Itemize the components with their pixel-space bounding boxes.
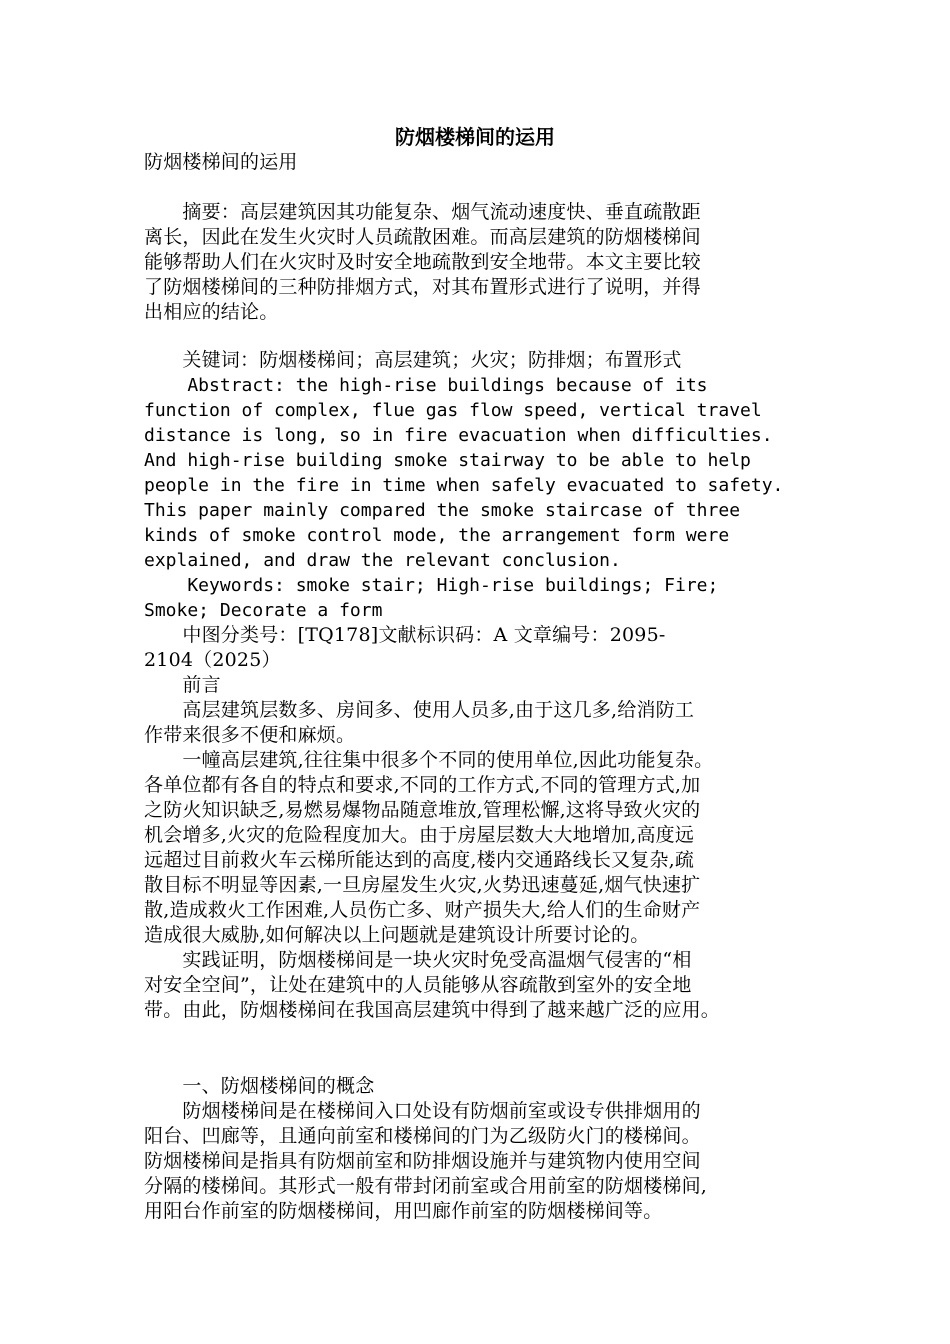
paragraph-line: 防烟楼梯间是在楼梯间入口处设有防烟前室或设专供排烟用的 [144,1100,701,1122]
paragraph-line: 之防火知识缺乏,易燃易爆物品随意堆放,管理松懈,这将导致火灾的 [144,799,701,821]
abstract-en-line: Abstract: the high-rise buildings because of its [144,375,708,396]
abstract-en-line: explained, and draw the relevant conclusion. [144,550,621,571]
abstract-en [144,373,809,573]
paragraph-2 [144,748,809,948]
paragraph-line: 实践证明，防烟楼梯间是一块火灾时免受高温烟气侵害的“相 [144,949,692,971]
paragraph-line: 远超过目前救火车云梯所能达到的高度,楼内交通路线长又复杂,疏 [144,849,695,871]
paragraph-line: 防烟楼梯间是指具有防烟前室和防排烟设施并与建筑物内使用空间 [144,1150,701,1172]
document-subtitle: 防烟楼梯间的运用 [144,151,298,173]
paragraph-line: 机会增多,火灾的危险程度加大。由于房屋层数大大地增加,高度远 [144,824,695,846]
abstract-cn [144,200,809,325]
paragraph-line: 用阳台作前室的防烟楼梯间，用凹廊作前室的防烟楼梯间等。 [144,1200,663,1222]
document-title: 防烟楼梯间的运用 [395,125,555,149]
paragraph-line: 各单位都有各自的特点和要求,不同的工作方式,不同的管理方式,加 [144,774,701,796]
paragraph-line: 分隔的楼梯间。其形式一般有带封闭前室或合用前室的防烟楼梯间, [144,1175,708,1197]
section-1-heading: 一、防烟楼梯间的概念 [144,1075,375,1097]
paragraph-line: 一幢高层建筑,往往集中很多个不同的使用单位,因此功能复杂。 [144,749,714,771]
abstract-en-line: function of complex, flue gas flow speed, vertical travel [144,400,762,421]
keywords-en [144,573,809,623]
abstract-en-line: This paper mainly compared the smoke staircase of three [144,500,741,521]
paragraph-line: 作带来很多不便和麻烦。 [144,724,356,746]
abstract-cn-line: 能够帮助人们在火灾时及时安全地疏散到安全地带。本文主要比较 [144,251,701,273]
paragraph-line: 造成很大威胁,如何解决以上问题就是建筑设计所要讨论的。 [144,924,650,946]
abstract-cn-line: 了防烟楼梯间的三种防排烟方式，对其布置形式进行了说明，并得 [144,276,701,298]
keywords-en-line: Smoke; Decorate a form [144,600,383,621]
keywords-cn: 关键词：防烟楼梯间；高层建筑；火灾；防排烟；布置形式 [144,349,682,371]
abstract-cn-line: 出相应的结论。 [144,301,279,323]
paragraph-line: 散,造成救火工作困难,人员伤亡多、财产损失大,给人们的生命财产 [144,899,701,921]
preface-heading: 前言 [144,674,221,696]
paragraph-line: 阳台、凹廊等，且通向前室和楼梯间的门为乙级防火门的楼梯间。 [144,1125,701,1147]
abstract-en-line: people in the fire in time when safely evacuated to safety. [144,475,784,496]
paragraph-line: 散目标不明显等因素,一旦房屋发生火灾,火势迅速蔓延,烟气快速扩 [144,874,701,896]
abstract-cn-line: 摘要：高层建筑因其功能复杂、烟气流动速度快、垂直疏散距 [144,201,701,223]
abstract-en-line: kinds of smoke control mode, the arrangement form were [144,525,730,546]
paragraph-3 [144,948,809,1023]
paragraph-line: 高层建筑层数多、房间多、使用人员多,由于这几多,给消防工 [144,699,695,721]
keywords-en-line: Keywords: smoke stair; High-rise buildings; Fire; [144,575,719,596]
classification-line: 中图分类号：[TQ178]文献标识码：A 文章编号：2095- [144,624,666,646]
abstract-cn-line: 离长，因此在发生火灾时人员疏散困难。而高层建筑的防烟楼梯间 [144,226,701,248]
classification-info [144,623,809,673]
paragraph-line: 对安全空间”，让处在建筑中的人员能够从容疏散到室外的安全地 [144,974,692,996]
abstract-en-line: And high-rise building smoke stairway to be able to help [144,450,751,471]
paragraph-line: 带。由此，防烟楼梯间在我国高层建筑中得到了越来越广泛的应用。 [144,999,721,1021]
section-1-paragraph [144,1099,809,1224]
abstract-en-line: distance is long, so in fire evacuation when difficulties. [144,425,773,446]
classification-line: 2104（2025） [144,649,281,671]
paragraph-1 [144,698,809,748]
